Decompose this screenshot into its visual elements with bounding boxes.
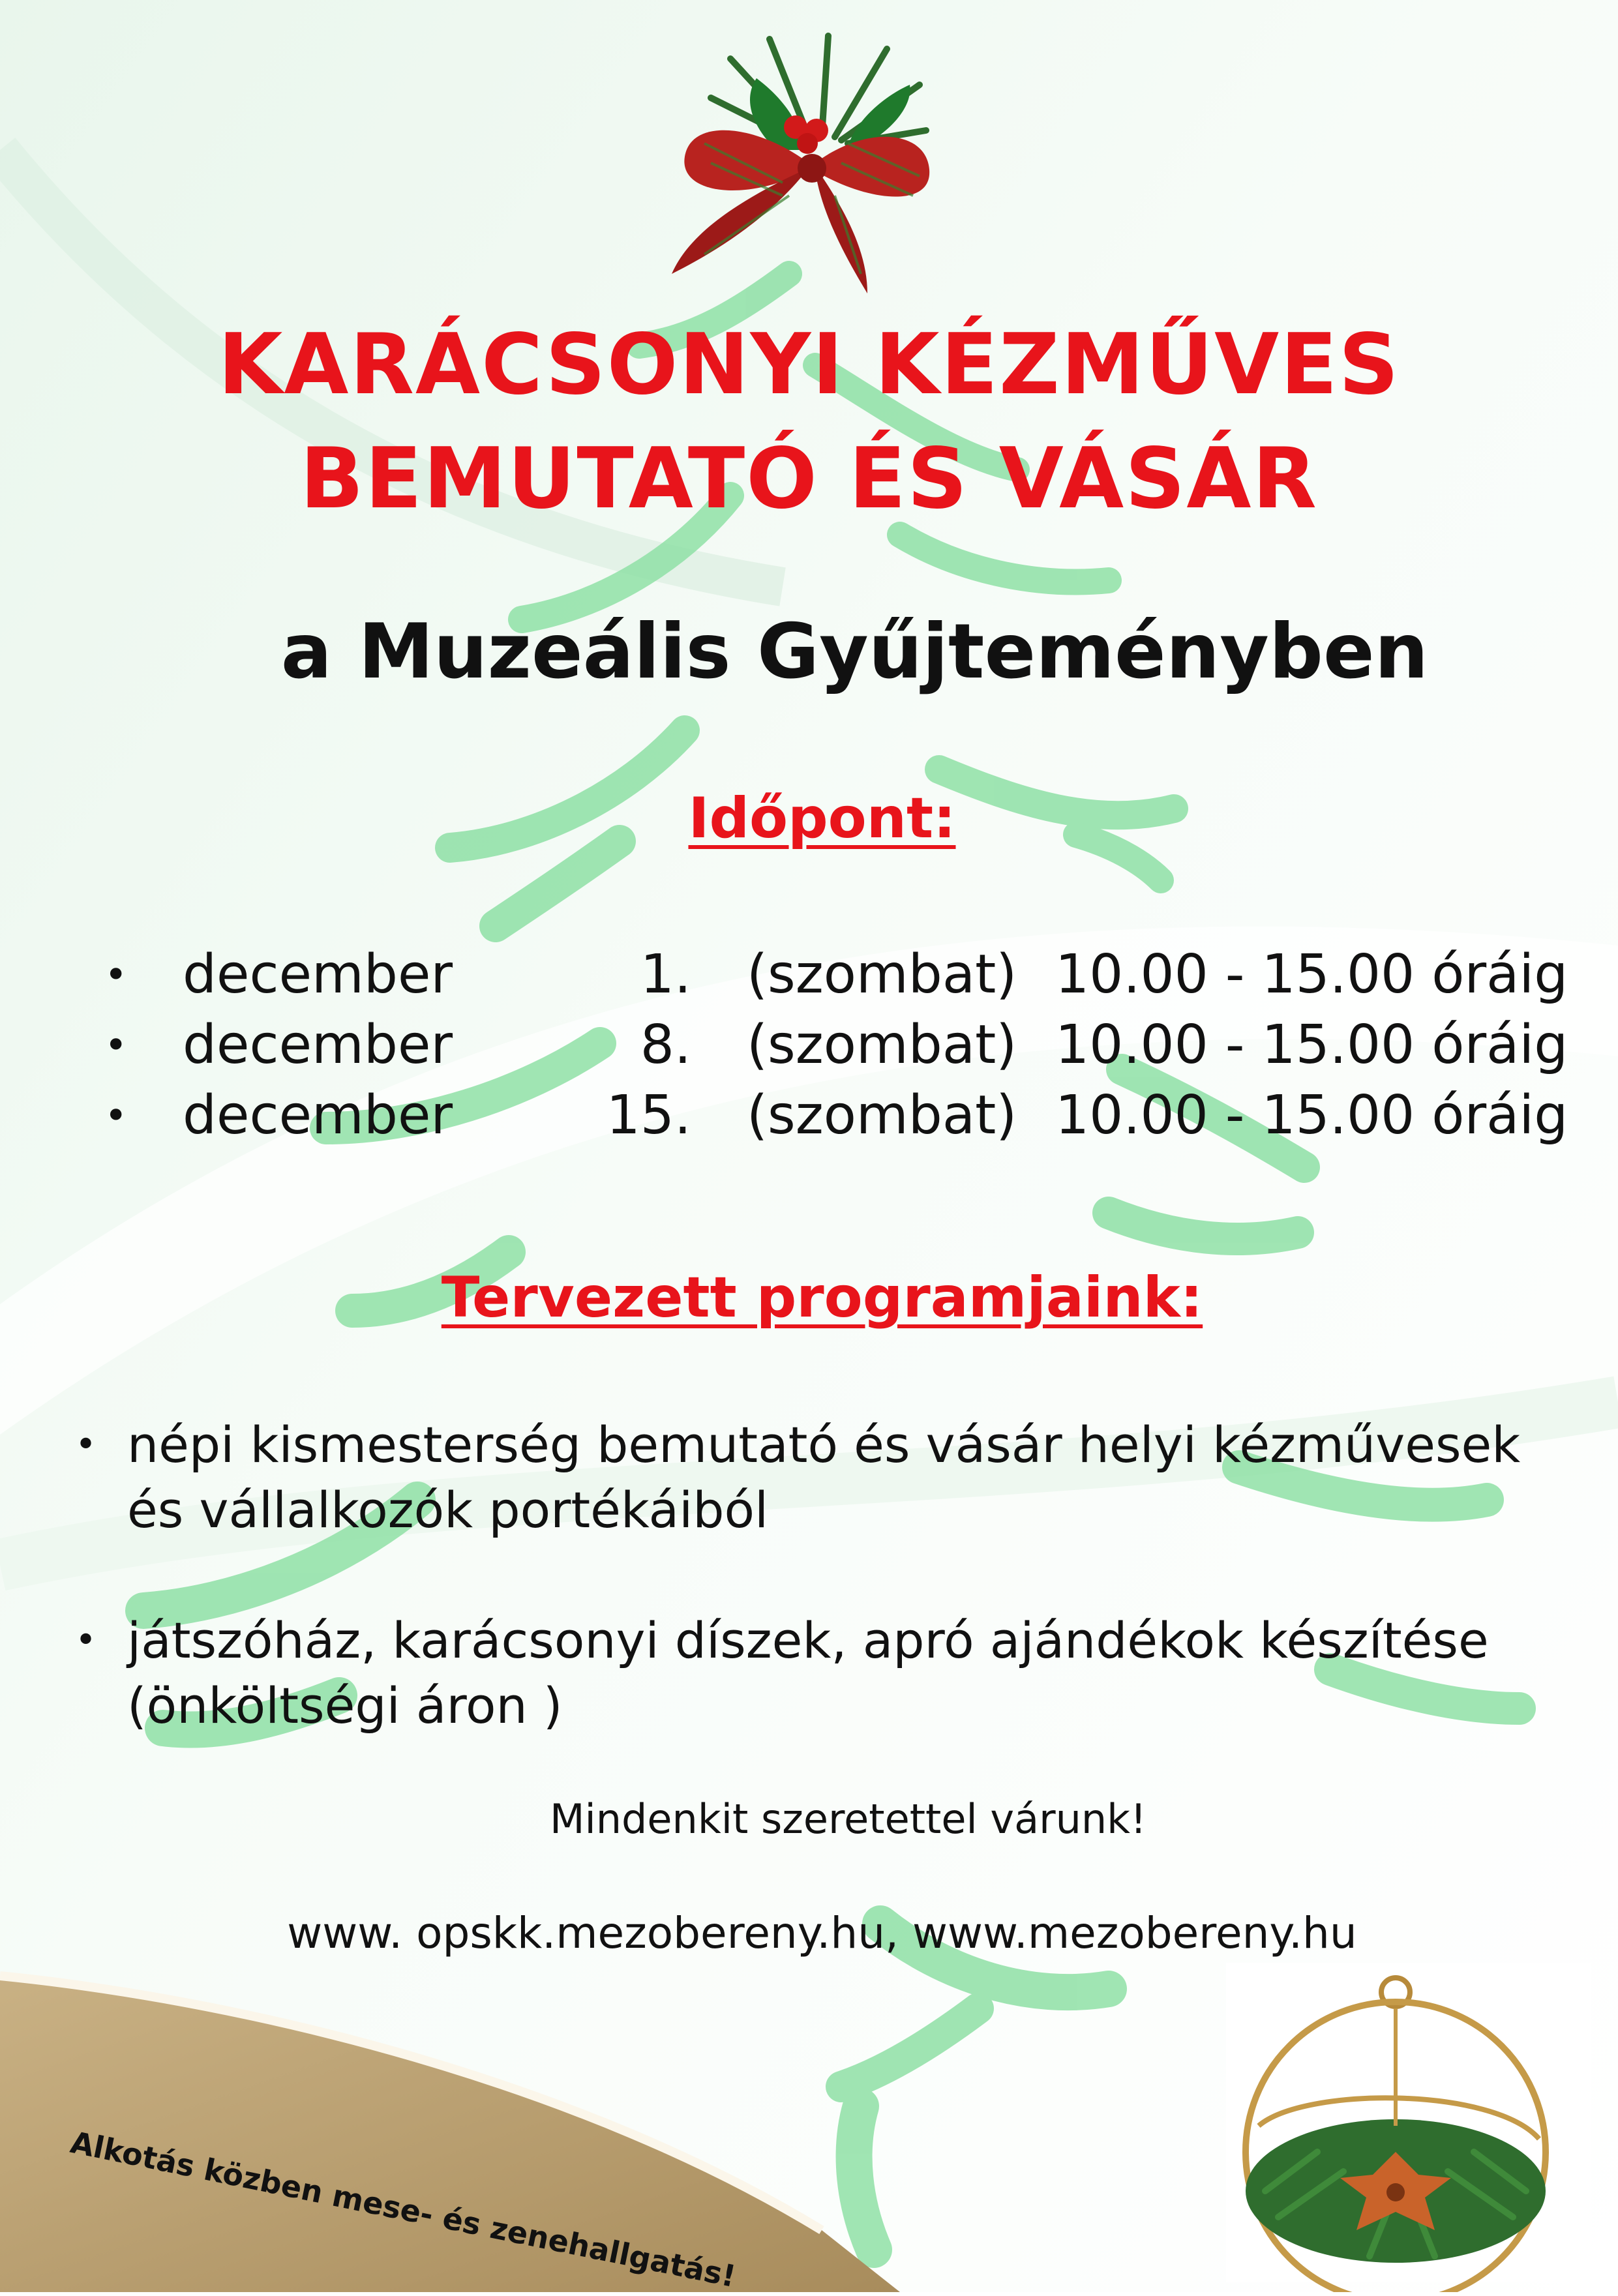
program-line: játszóház, karácsonyi díszek, apró ajándékok készítése	[127, 1611, 1489, 1669]
program-line: és vállalkozók portékáiból	[127, 1481, 769, 1539]
date-heading: Időpont:	[688, 786, 956, 851]
bullet: •	[75, 1424, 97, 1466]
bullet: •	[104, 952, 128, 998]
subtitle: a Muzeális Gyűjteményben	[280, 608, 1429, 696]
date-dayname: (szombat)	[747, 944, 1017, 1006]
date-dayname: (szombat)	[747, 1084, 1017, 1146]
bullet: •	[104, 1093, 128, 1139]
program-line: népi kismesterség bemutató és vásár helyi kézművesek	[127, 1416, 1521, 1474]
date-day: 8.	[640, 1014, 691, 1076]
date-month: december	[183, 1084, 453, 1146]
programs-heading: Tervezett programjaink:	[441, 1265, 1203, 1330]
title-line-1: KARÁCSONYI KÉZMŰVES	[218, 316, 1400, 413]
christmas-ornament-icon	[1226, 1963, 1591, 2292]
title-line-2: BEMUTATÓ ÉS VÁSÁR	[300, 430, 1318, 528]
websites-text: www. opskk.mezobereny.hu, www.mezobereny.hu	[287, 1908, 1357, 1958]
date-day: 15.	[606, 1084, 691, 1146]
bullet: •	[75, 1619, 97, 1662]
bullet: •	[104, 1022, 128, 1068]
date-time: 10.00 - 15.00 óráig	[1055, 944, 1568, 1006]
date-day: 1.	[640, 944, 691, 1006]
date-month: december	[183, 944, 453, 1006]
band-text: Alkotás közben mese- és zenehallgatás!	[67, 2124, 739, 2295]
date-month: december	[183, 1014, 453, 1076]
date-dayname: (szombat)	[747, 1014, 1017, 1076]
date-time: 10.00 - 15.00 óráig	[1055, 1014, 1568, 1076]
program-line: (önköltségi áron )	[127, 1677, 563, 1735]
welcome-text: Mindenkit szeretettel várunk!	[550, 1795, 1146, 1843]
program-text	[127, 1412, 1601, 1543]
date-time: 10.00 - 15.00 óráig	[1055, 1084, 1568, 1146]
program-text	[127, 1608, 1601, 1738]
